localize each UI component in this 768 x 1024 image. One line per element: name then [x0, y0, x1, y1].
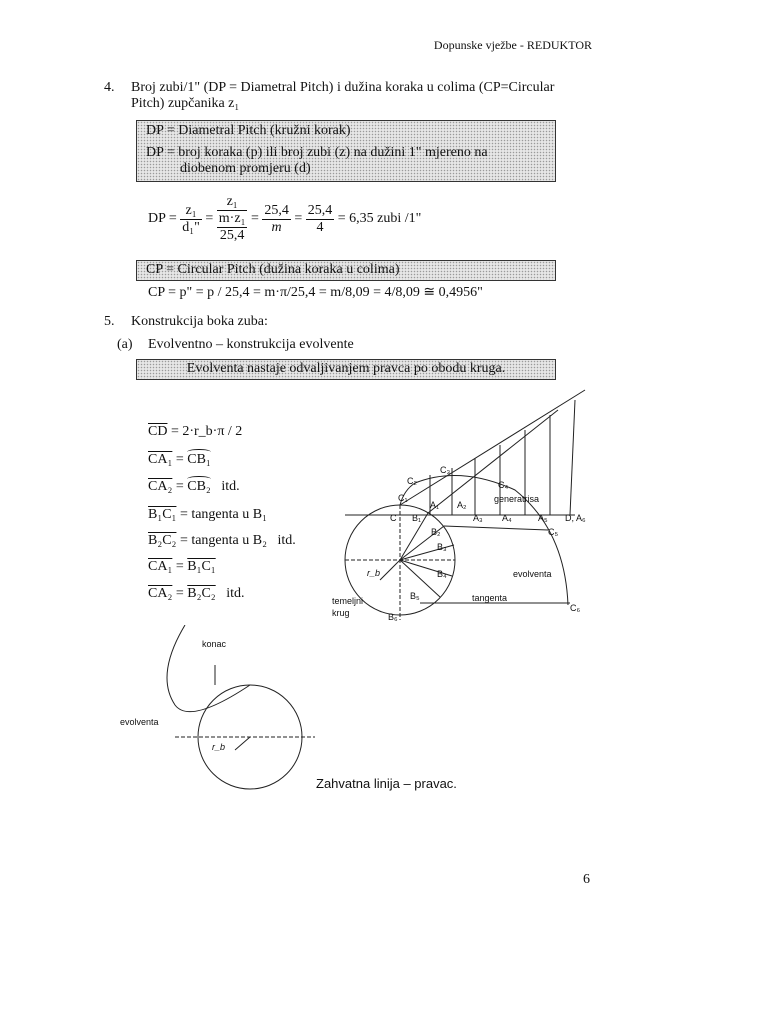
drop-7 [570, 400, 575, 515]
item4-number: 4. [104, 80, 115, 95]
label-C2: C₂ [407, 476, 417, 486]
label-krug: krug [332, 608, 350, 618]
eq-b1c1-rhs: = tangenta u B₁ [179, 507, 267, 522]
label-evolventa: evolventa [513, 569, 552, 579]
label-A5: A₅ [538, 513, 548, 523]
string-unwinding-diagram [115, 625, 325, 790]
dp-definition-line3: diobenom promjeru (d) [180, 161, 311, 176]
label-A1: A₁ [430, 500, 440, 510]
item5-title: Konstrukcija boka zuba: [131, 314, 268, 329]
label-B5: B₅ [410, 591, 420, 601]
dp-frac4-num: 25,4 [307, 202, 333, 218]
evolvent-definition-box [136, 359, 556, 380]
label-string-evolventa: evolventa [120, 717, 159, 727]
eq-cd-rhs: = 2·r_b·π / 2 [170, 424, 243, 439]
eq-b2c2-lhs: B₂C₂ [148, 533, 177, 548]
dp-frac2-den-bottom: 25,4 [219, 228, 245, 243]
eq-b1c1-lhs: B₁C₁ [148, 507, 177, 522]
label-C4: C₄ [498, 480, 509, 490]
eq-b2c2-tail: itd. [277, 533, 296, 548]
eq-ca1b-rhs: B₁C₁ [187, 559, 216, 574]
label-C5: C₅ [548, 527, 559, 537]
eq-ca2-lhs: CA₂ [148, 479, 173, 494]
label-string-rb: r_b [212, 742, 226, 752]
label-generatrisa: generatrisa [494, 494, 540, 504]
eq-cd-lhs: $\overline{CD}$ [148, 424, 168, 439]
dp-frac1 [180, 203, 202, 236]
cp-formula: CP = p" = p / 25,4 = m·π/25,4 = m/8,09 = 4/8,09 ≅ 0,4956" [148, 285, 483, 300]
page-number: 6 [583, 872, 590, 887]
eq-ca1-lhs: CA₁ [148, 452, 173, 467]
label-C1: C₁ [398, 493, 408, 503]
eq-ca2b-rhs: B₂C₂ [187, 586, 216, 601]
evolvent-definition-text: Evolventa nastaje odvaljivanjem pravca po obodu kruga. [186, 361, 506, 376]
equation-ca1: CA₁ = CB₁ [148, 452, 211, 467]
label-C6: C₆ [570, 603, 581, 613]
dp-frac4-den: 4 [316, 219, 324, 235]
item5a-title: Evolventno – konstrukcija evolvente [148, 337, 354, 352]
label-B4: B₄ [437, 569, 447, 579]
dp-frac1-den: d₁" [182, 219, 200, 235]
dp-frac1-num: z₁ [180, 203, 202, 220]
involute-construction-diagram [320, 380, 600, 630]
label-tangenta: tangenta [472, 593, 508, 603]
dp-frac3-num: 25,4 [264, 202, 289, 218]
tangent-line-top [400, 390, 585, 505]
label-B3: B₃ [437, 542, 447, 552]
equation-cd [148, 424, 242, 440]
eq-ca2b-lhs: CA₂ [148, 586, 173, 601]
label-B1: B₁ [412, 513, 422, 523]
dp-formula-result: = 6,35 zubi /1" [337, 211, 422, 226]
dp-frac2 [217, 194, 248, 244]
dp-definition-box [136, 120, 556, 182]
dp-frac2-num: z₁ [217, 194, 248, 211]
label-C3: C₃ [440, 465, 451, 475]
eq-b2c2-rhs: = tangenta u B₂ [179, 533, 267, 548]
dp-frac2-den-top: m·z₁ [218, 211, 246, 226]
radius-5 [400, 560, 440, 597]
item4-text-line2: Pitch) zupčanika z₁ [131, 96, 240, 111]
dp-frac3 [262, 203, 291, 236]
dp-definition-line1: DP = Diametral Pitch (kružni korak) [146, 123, 351, 138]
tangent-line-5 [444, 526, 548, 530]
label-C: C [390, 513, 397, 523]
string-involute-curve [167, 625, 250, 712]
dp-formula: DP = $\frac{\text{z₁}}{\text{d₁"}}$ = z₁ m·z₁ 25,4 = $\frac{25,4}{m}$ = $\frac{25,4}{4}$ = 6,35 zubi /1" [148, 194, 422, 243]
label-A4: A₄ [502, 513, 512, 523]
label-B2: B₂ [431, 527, 441, 537]
label-B6: B₆ [388, 612, 398, 622]
equation-ca2-b2c2: CA₂ = B₂C₂ itd. [148, 586, 245, 601]
label-A3: A₃ [473, 513, 483, 523]
page-header: Dopunske vježbe - REDUKTOR [433, 38, 592, 52]
cp-definition-text: CP = Circular Pitch (dužina koraka u colima) [146, 262, 400, 277]
eq-ca1b-lhs: CA₁ [148, 559, 173, 574]
dp-definition-line2: DP = broj koraka (p) ili broj zubi (z) na dužini 1" mjereno na [146, 145, 488, 160]
dp-frac4 [306, 203, 335, 236]
equation-b2c2 [148, 533, 296, 549]
label-D-A6: D, A₆ [565, 513, 586, 523]
item5-number: 5. [104, 314, 115, 329]
dp-formula-lhs: DP = [148, 211, 177, 226]
label-A2: A₂ [457, 500, 467, 510]
string-radius [235, 737, 250, 750]
equation-b1c1 [148, 507, 267, 523]
radius-rb [380, 560, 400, 580]
eq-ca2-rhs: CB₂ [187, 479, 211, 494]
item4-text-line1: Broj zubi/1" (DP = Diametral Pitch) i dužina koraka u colima (CP=Circular [131, 80, 555, 95]
label-konac: konac [202, 639, 227, 649]
equation-ca2: CA₂ = CB₂ itd. [148, 479, 240, 494]
label-temeljni: temeljni [332, 596, 364, 606]
dp-frac3-den: m [271, 219, 282, 235]
cp-definition-box [136, 260, 556, 281]
equation-ca1-b1c1: CA₁ = B₁C₁ [148, 559, 216, 574]
label-rb: r_b [367, 568, 381, 578]
eq-ca1-rhs: CB₁ [187, 452, 211, 467]
diagram-caption: Zahvatna linija – pravac. [316, 776, 457, 791]
eq-ca2b-tail: itd. [226, 586, 245, 601]
item5a-label: (a) [117, 337, 133, 352]
eq-ca2-tail: itd. [221, 479, 240, 494]
